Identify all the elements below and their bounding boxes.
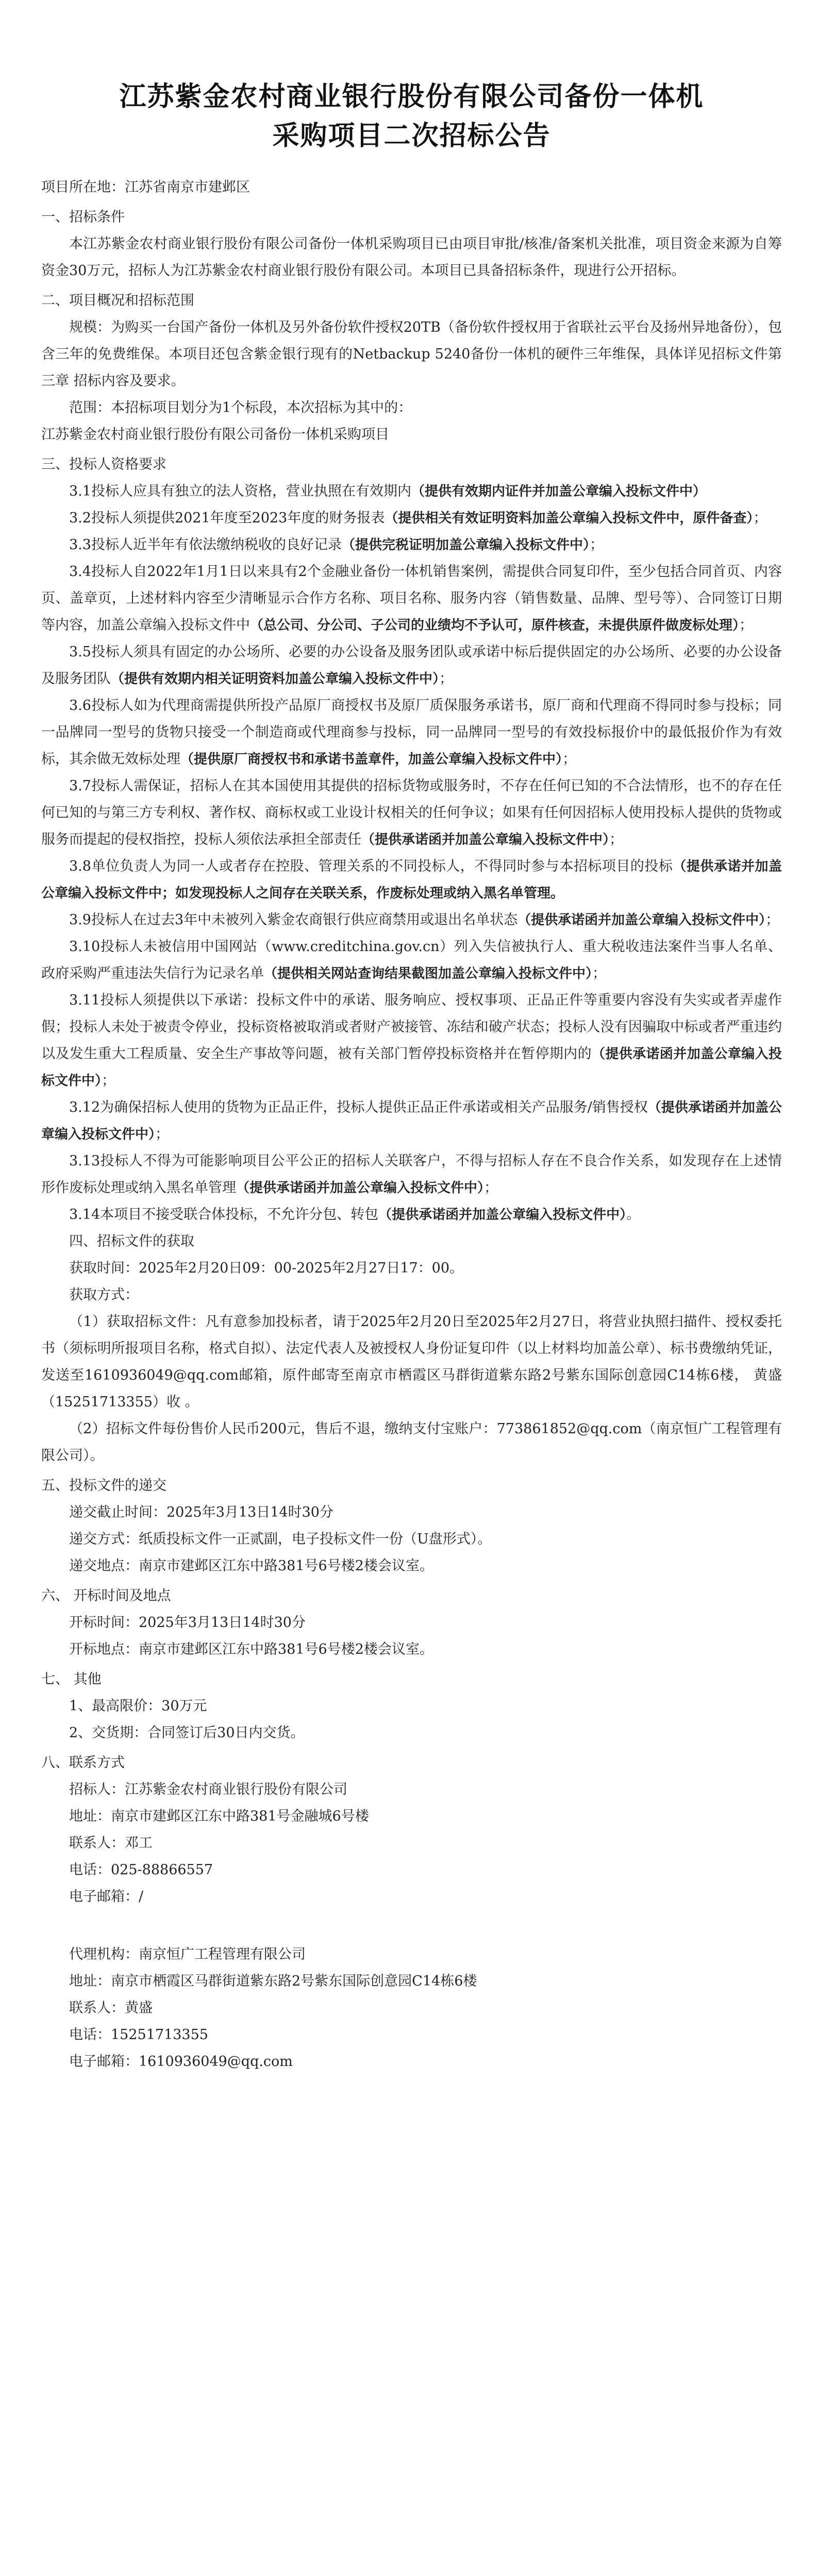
- q7-end: ；: [609, 832, 624, 848]
- q14-requirement: （提供承诺函并加盖公章编入投标文件中）: [378, 1207, 627, 1223]
- q4-end: ；: [739, 617, 754, 633]
- qualification-3-8: [41, 853, 782, 907]
- q1-text: 3.1投标人应具有独立的法人资格，营业执照在有效期内: [69, 483, 411, 499]
- q12-end: ；: [155, 1126, 170, 1142]
- submission-deadline: 递交截止时间：2025年3月13日14时30分: [69, 1504, 333, 1520]
- section-5-heading: 五、投标文件的递交: [41, 1478, 166, 1494]
- acquisition-time: 获取时间：2025年2月20日09：00-2025年2月27日17：00。: [69, 1260, 464, 1276]
- acquisition-step-1: （1）获取招标文件：凡有意参加投标者，请于2025年2月20日至2025年2月27日，将营业执照扫描件、授权委托书（须标明所报项目名称，格式自拟）、法定代表人及被授权人身份证复印件（以上材料均加盖公章）、标书费缴纳凭证，发送至1610936049@qq.com邮箱，原件邮寄至南京市栖霞区马群街道紫东路2号紫东国际创意园C14栋6楼， 黄盛（15251713355）收 。: [41, 1314, 782, 1410]
- q14-text: 3.14本项目不接受联合体投标，不允许分包、转包: [69, 1207, 379, 1223]
- submission-way: 递交方式：纸质投标文件一正贰副，电子投标文件一份（U盘形式）。: [69, 1531, 492, 1547]
- q13-end: ；: [484, 1180, 498, 1196]
- section-8-heading: 八、联系方式: [41, 1755, 125, 1771]
- q2-text: 3.2投标人须提供2021年度至2023年度的财务报表: [69, 510, 385, 526]
- agency-phone: 电话：15251713355: [69, 2027, 208, 2043]
- q7-text: 3.7投标人需保证，招标人在其本国使用其提供的招标货物或服务时，不存在任何已知的不合法情形，也不的存在任何已知的与第三方专利权、著作权、商标权或工业设计权相关的任何争议；如果有任何因招标人使用投标人提供的货物或服务而提起的侵权指控，投标人须依法承担全部责任: [41, 778, 782, 848]
- q13-requirement: （提供承诺函并加盖公章编入投标文件中）: [236, 1180, 485, 1196]
- other-price-cap: 1、最高限价：30万元: [69, 1698, 207, 1714]
- tenderer-contact: 联系人：邓工: [69, 1835, 153, 1851]
- q14-end: 。: [626, 1207, 641, 1223]
- q2-end: ；: [753, 510, 767, 526]
- q12-text: 3.12为确保招标人使用的货物为正品正件，投标人提供正品正件承诺或相关产品服务/销售授权: [69, 1099, 648, 1115]
- q8-text: 3.8单位负责人为同一人或者存在控股、管理关系的不同投标人，不得同时参与本招标项目的投标: [69, 858, 673, 874]
- agency-email: 电子邮箱：1610936049@qq.com: [69, 2054, 293, 2070]
- q1-requirement: （提供有效期内证件并加盖公章编入投标文件中）: [411, 484, 706, 499]
- qualification-3-1: [41, 478, 782, 505]
- project-scope: 范围：本招标项目划分为1个标段，本次招标为其中的：: [69, 400, 412, 416]
- section-3-heading: 三、投标人资格要求: [41, 456, 166, 472]
- qualification-3-2: [41, 505, 782, 532]
- section-2-heading: 二、项目概况和招标范围: [41, 293, 194, 309]
- q11-text: 3.11投标人须提供以下承诺：投标文件中的承诺、服务响应、授权事项、正品正件等重要内容没有失实或者弄虚作假；投标人未处于被责令停业，投标资格被取消或者财产被接管、冻结和破产状态；投标人没有因骗取中标或者严重违约以及发生重大工程质量、安全生产事故等问题，被有关部门暂停投标资格并在暂停期内的: [41, 992, 782, 1062]
- acquisition-method: 获取方式：: [69, 1287, 139, 1303]
- tenderer-name: 招标人：江苏紫金农村商业银行股份有限公司: [69, 1782, 347, 1798]
- q10-end: ；: [592, 965, 607, 981]
- agency-name: 代理机构：南京恒广工程管理有限公司: [69, 1946, 306, 1962]
- project-scale: 规模：为购买一台国产备份一体机及另外备份软件授权20TB（备份软件授权用于省联社云平台及扬州异地备份），包含三年的免费维保。本项目还包含紫金银行现有的Netbackup 5240备份一体机的硬件三年维保，具体详见招标文件第三章 招标内容及要求。: [41, 319, 782, 389]
- title-line-1: 江苏紫金农村商业银行股份有限公司备份一体机: [119, 81, 704, 112]
- tenderer-phone: 电话：025-88866557: [69, 1862, 213, 1878]
- q6-requirement: （提供原厂商授权书和承诺书盖章件，加盖公章编入投标文件中）: [180, 752, 563, 767]
- q4-requirement: （总公司、分公司、子公司的业绩均不予认可，原件核查，未提供原件做废标处理）: [250, 618, 740, 633]
- qualification-3-4: [41, 558, 782, 639]
- q9-end: ；: [765, 912, 780, 928]
- section-1-body: 本江苏紫金农村商业银行股份有限公司备份一体机采购项目已由项目审批/核准/备案机关批准，项目资金来源为自筹资金30万元，招标人为江苏紫金农村商业银行股份有限公司。本项目已具备招标条件，现进行公开招标。: [41, 236, 782, 279]
- q10-text: 3.10投标人未被信用中国网站（www.creditchina.gov.cn）列入失信被执行人、重大税收违法案件当事人名单、政府采购严重违法失信行为记录名单: [41, 939, 782, 981]
- qualification-3-6: [41, 692, 782, 773]
- qualification-3-14: [41, 1201, 782, 1228]
- title-line-2: 采购项目二次招标公告: [272, 121, 551, 151]
- q6-text: 3.6投标人如为代理商需提供所投产品原厂商授权书及原厂质保服务承诺书，原厂商和代理商不得同时参与投标；同一品牌同一型号的货物只接受一个制造商或代理商参与投标，同一品牌同一型号的有效投标报价中的最低报价作为有效标，其余做无效标处理: [41, 698, 782, 767]
- q11-end: ；: [102, 1073, 116, 1089]
- project-lot: 江苏紫金农村商业银行股份有限公司备份一体机采购项目: [41, 427, 389, 443]
- q11-requirement: （提供承诺函并加盖公章编入投标文件中）: [41, 1046, 782, 1089]
- section-6-heading: 六、 开标时间及地点: [41, 1588, 171, 1604]
- qualification-3-3: [41, 532, 782, 558]
- q12-requirement: （提供承诺函并加盖公章编入投标文件中）: [41, 1100, 782, 1142]
- opening-place: 开标地点：南京市建邺区江东中路381号6号楼2楼会议室。: [69, 1641, 433, 1657]
- other-delivery: 2、交货期：合同签订后30日内交货。: [69, 1725, 305, 1741]
- qualification-3-12: [41, 1094, 782, 1148]
- section-7-heading: 七、 其他: [41, 1671, 102, 1687]
- q3-text: 3.3投标人近半年有依法缴纳税收的良好记录: [69, 537, 342, 553]
- qualification-3-11: [41, 987, 782, 1094]
- q9-requirement: （提供承诺函并加盖公章编入投标文件中）: [517, 912, 766, 928]
- q3-requirement: （提供完税证明加盖公章编入投标文件中）: [341, 537, 590, 553]
- section-1-heading: 一、招标条件: [41, 209, 125, 225]
- q5-end: ；: [439, 671, 454, 687]
- project-location: 项目所在地：江苏省南京市建邺区: [41, 179, 250, 195]
- tenderer-email: 电子邮箱：/: [69, 1889, 144, 1905]
- q9-text: 3.9投标人在过去3年中未被列入紫金农商银行供应商禁用或退出名单状态: [69, 912, 518, 928]
- q6-end: ；: [562, 751, 577, 767]
- qualification-3-7: [41, 773, 782, 853]
- q7-requirement: （提供承诺函并加盖公章编入投标文件中）: [361, 832, 610, 848]
- submission-place: 递交地点：南京市建邺区江东中路381号6号楼2楼会议室。: [69, 1558, 433, 1574]
- q8-requirement: （提供承诺并加盖公章编入投标文件中；如发现投标人之间存在关联关系，作废标处理或纳入黑名单管理。: [41, 859, 782, 901]
- agency-contact: 联系人：黄盛: [69, 2000, 153, 2016]
- qualification-3-9: [41, 907, 782, 934]
- opening-time: 开标时间：2025年3月13日14时30分: [69, 1615, 306, 1631]
- tenderer-address: 地址：南京市建邺区江东中路381号金融城6号楼: [69, 1808, 369, 1824]
- q5-requirement: （提供有效期内相关证明资料加盖公章编入投标文件中）: [111, 671, 440, 687]
- acquisition-step-2: （2）招标文件每份售价人民币200元，售后不退，缴纳支付宝账户：773861852@qq.com（南京恒广工程管理有限公司）。: [41, 1421, 782, 1464]
- agency-address: 地址：南京市栖霞区马群街道紫东路2号紫东国际创意园C14栋6楼: [69, 1973, 477, 1989]
- q4-text: 3.4投标人自2022年1月1日以来具有2个金融业备份一体机销售案例，需提供合同复印件，至少包括合同首页、内容页、盖章页，上述材料内容至少清晰显示合作方名称、项目名称、服务内容（销售数量、品牌、型号等）、合同签订日期等内容，加盖公章编入投标文件中: [41, 564, 782, 633]
- contact-gap: [41, 1910, 782, 1941]
- q13-text: 3.13投标人不得为可能影响项目公平公正的招标人关联客户，不得与招标人存在不良合作关系，如发现存在上述情形作废标处理或纳入黑名单管理: [41, 1153, 782, 1196]
- qualification-3-10: [41, 934, 782, 987]
- q2-requirement: （提供相关有效证明资料加盖公章编入投标文件中，原件备查）: [385, 511, 754, 526]
- qualification-3-13: [41, 1148, 782, 1201]
- q10-requirement: （提供相关网站查询结果截图加盖公章编入投标文件中）: [264, 966, 593, 981]
- section-4-heading: 四、招标文件的获取: [69, 1233, 194, 1249]
- qualification-3-5: [41, 639, 782, 692]
- q5-text: 3.5投标人须具有固定的办公场所、必要的办公设备及服务团队或承诺中标后提供固定的办公场所、必要的办公设备及服务团队: [41, 644, 782, 687]
- q3-end: ；: [589, 537, 604, 553]
